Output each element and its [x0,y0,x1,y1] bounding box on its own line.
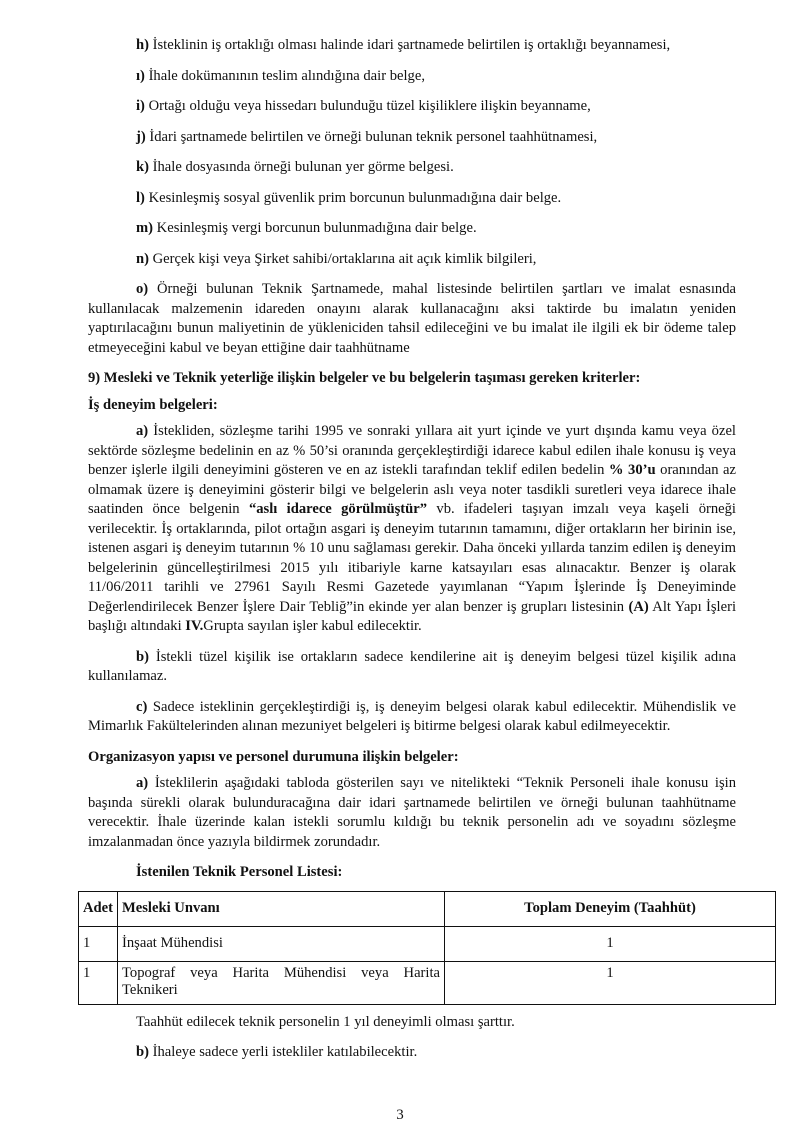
cell-deneyim: 1 [445,926,776,961]
organization-paragraph-a: a) İsteklilerin aşağıdaki tabloda gösterilen sayı ve nitelikteki “Teknik Personeli ihale konusu işin başında sürekli olarak bulunduracağına dair idari şartnamede belirtilen ve örneği bulunan taahhütname verecektir. İhale üzerinde kalan istekli sorumlu kıldığı bu teknik personelin adı ve soyadını sözleşme imzalanmadan önce yazıyla bildirmek zorundadır. [88,775,736,850]
item-m: m) Kesinleşmiş vergi borcunun bulunmadığına dair belge. [136,220,477,236]
cell-adet: 1 [79,926,118,961]
item-h: h) İsteklinin iş ortaklığı olması halinde idari şartnamede belirtilen iş ortaklığı beyannamesi, [136,37,671,53]
table-row [79,961,776,1004]
paragraph-b: b) İstekli tüzel kişilik ise ortakların sadece kendilerine ait iş deneyim belgesi tüzel kişilik adına kullanılamaz. [88,648,736,684]
item-j: j) İdari şartnamede belirtilen ve örneği bulunan teknik personel taahhütnamesi, [136,128,598,145]
final-b: b) İhaleye sadece yerli istekliler katılabilecektir. [136,1044,418,1060]
experience-note: Taahhüt edilecek teknik personelin 1 yıl deneyimli olması şarttır. [136,1013,515,1030]
header-toplam-deneyim: Toplam Deneyim (Taahhüt) [445,891,776,926]
item-i: i) Ortağı olduğu veya hissedarı bulunduğu tüzel kişiliklere ilişkin beyanname, [136,98,591,114]
paragraph-c: c) Sadece isteklinin gerçekleştirdiği iş, iş deneyim belgesi olarak kabul edilecektir. Mühendislik ve Mimarlık Fakültelerinden alınan mezuniyet belgeleri iş bitirme belgesi olarak kabul edilmeyecektir. [88,698,736,734]
table-row [79,926,776,961]
document-page [83,36,736,1074]
table-title: İstenilen Teknik Personel Listesi: [136,864,343,880]
cell-adet: 1 [79,961,118,1004]
page-number: 3 [396,1107,404,1123]
item-k: k) İhale dosyasında örneği bulunan yer görme belgesi. [136,159,454,175]
header-mesleki-unvani: Mesleki Unvanı [118,891,445,926]
section-9-title: 9) Mesleki ve Teknik yeterliğe ilişkin belgeler ve bu belgelerin taşıması gereken kriterler: [88,370,641,386]
table-header-row [79,891,776,926]
paragraph-a: a) İstekliden, sözleşme tarihi 1995 ve sonraki yıllara ait yurt içinde ve yurt dışında kamu veya özel sektörde sözleşme bedelinin en az % 50’si oranında gerçekleştirdiği idarece kabul edilen ihale konusu iş veya benzer işlerle ilgili deneyimini gösteren ve en az istekli tarafından teklif edilen bedelin % 30’u oranından az olmamak üzere iş deneyimini gösterir bilgi ve belgelerin aslı veya noter tasdikli suretleri veya idarece ihale saatinden önce belgenin “aslı idarece görülmüştür” vb. ifadeleri taşıyan imzalı veya kaşeli örneği verilecektir. İş ortaklarında, pilot ortağın asgari iş deneyim tutarının tamamını, diğer ortakların her birinin ise, istenen asgari iş deneyim tutarının % 10 unu sağlaması gerekir. Daha önceki yıllarda tanzim edilen iş deneyim belgelerinin güncelleştirilmesi 2015 yılı itibariyle karne katsayıları esas alınacaktır. Benzer iş olarak 11/06/2011 tarihli ve 27961 Sayılı Resmi Gazetede yayımlanan “Yapım İşlerinde İş Deneyiminde Değerlendirilecek Benzer İşlere Dair Tebliğ”in ekinde yer alan benzer iş grupları listesinin (A) Alt Yapı İşleri başlığı altındaki IV.Grupta sayılan işler kabul edilecektir. [88,423,736,634]
personnel-table [78,891,776,1005]
cell-deneyim: 1 [445,961,776,1004]
item-o: o) Örneği bulunan Teknik Şartnamede, mahal listesinde belirtilen şartları ve imalat esnasında kullanılacak malzemenin idareden onayını alarak kullanacağını aksi taktirde bu imalatın yeniden yaptırılacağını bunun maliyetinin de yükleniciden tahsil edileceğini ve bu imalat ile ilgili ek bir ödeme talep etmeyeceğini kabul ve beyan ettiğine dair taahhütname [88,281,736,356]
item-i-dotless: ı) İhale dokümanının teslim alındığına dair belge, [136,67,425,84]
item-n: n) Gerçek kişi veya Şirket sahibi/ortaklarına ait açık kimlik bilgileri, [136,250,537,267]
header-adet: Adet [79,891,118,926]
cell-unvan: Topograf veya Harita Mühendisi veya Harita Teknikeri [118,961,445,1004]
item-l: l) Kesinleşmiş sosyal güvenlik prim borcunun bulunmadığına dair belge. [136,189,562,206]
is-deneyim-title: İş deneyim belgeleri: [88,396,218,413]
organization-title: Organizasyon yapısı ve personel durumuna ilişkin belgeler: [88,748,459,765]
cell-unvan: İnşaat Mühendisi [118,926,445,961]
